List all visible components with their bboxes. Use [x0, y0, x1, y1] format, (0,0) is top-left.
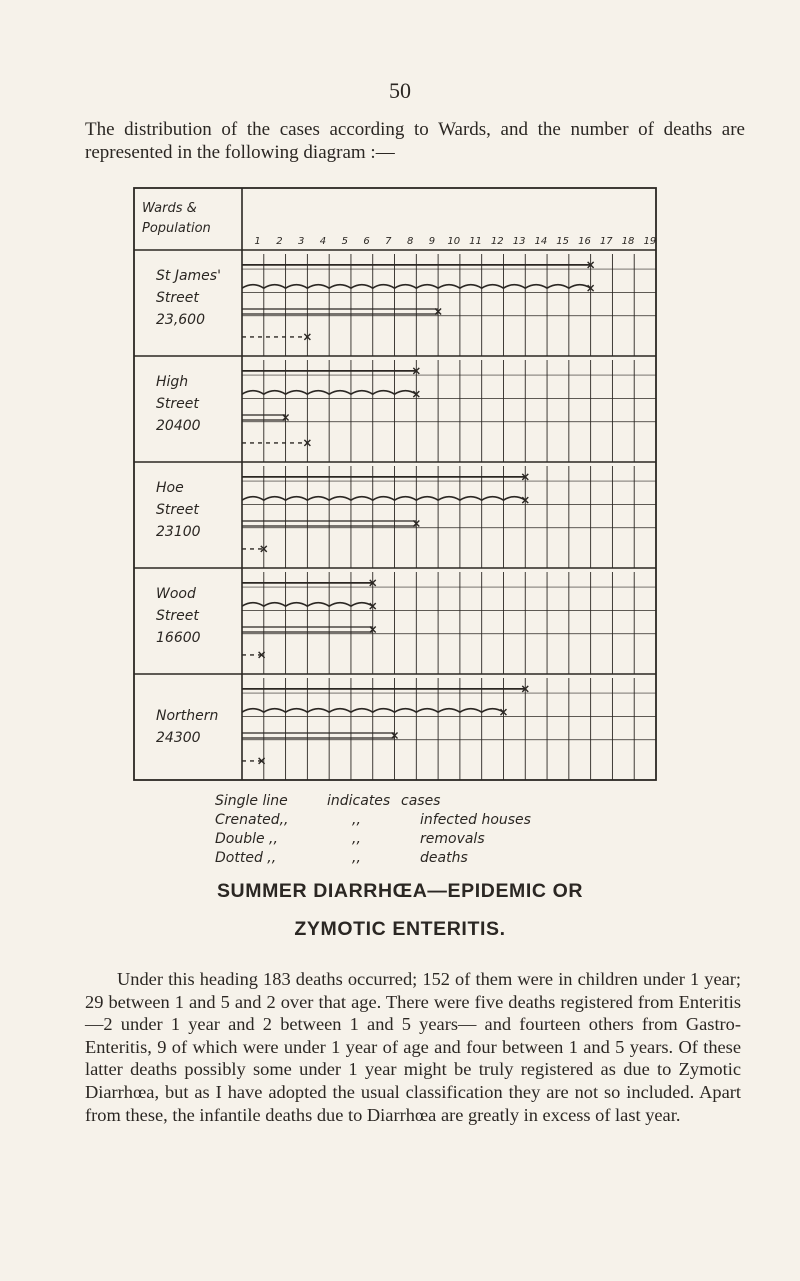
ward-population: 23,600: [156, 312, 205, 328]
x-tick-label: 8: [406, 236, 414, 247]
ward-name: Hoe: [156, 480, 184, 496]
x-tick-label: 3: [298, 236, 305, 247]
x-tick-label: 11: [469, 236, 482, 247]
intro-paragraph: The distribution of the cases according to Wards, and the number of deaths are represented in the following diagram :—: [85, 119, 745, 163]
ward-name: Northern: [156, 708, 219, 724]
ward-population: 24300: [156, 730, 201, 746]
x-tick-label: 13: [512, 236, 526, 247]
legend-word: indicates: [327, 793, 391, 809]
legend-row-infected-houses: [215, 811, 635, 830]
x-tick-label: 12: [490, 236, 504, 247]
legend-meaning: infected houses: [420, 812, 531, 828]
section-body: Under this heading 183 deaths occurred; 152 of them were in children under 1 year; 29 between 1 and 5 and 2 over that age. There were five deaths registered from Enteritis—2 under 1 year and 2 between 1 and 5 years— and fourteen others from Gastro-Enteritis, 9 of which were under 1 year of age and four between 1 and 5 years. Of these latter deaths possibly some under 1 year might be truly registered as due to Zymotic Diarrhœa, but as I have adopted the usual classification they are not so included. Apart from these, the infantile deaths due to Diarrhœa are greatly in excess of last year.: [85, 969, 741, 1125]
x-tick-label: 19: [643, 236, 657, 247]
legend-meaning: cases: [401, 793, 441, 809]
ward-population: 16600: [156, 630, 201, 646]
ward-population: 23100: [156, 524, 201, 540]
ward-name: Street: [156, 396, 199, 412]
legend-style: Single line: [215, 793, 288, 809]
legend-style: Dotted ,,: [215, 850, 277, 866]
chart-legend: [215, 792, 635, 868]
x-tick-label: 18: [621, 236, 635, 247]
x-tick-label: 10: [447, 236, 461, 247]
ward-diagram: [120, 180, 680, 790]
ward-name: St James': [156, 268, 221, 284]
x-tick-label: 6: [363, 236, 370, 247]
legend-word: ,,: [352, 831, 361, 847]
x-tick-label: 14: [534, 236, 548, 247]
legend-style: Double ,,: [215, 831, 278, 847]
ward-name: Wood: [156, 586, 196, 602]
section-heading-line1: SUMMER DIARRHŒA—EPIDEMIC OR: [216, 880, 584, 902]
x-tick-label: 15: [556, 236, 570, 247]
header-label-wards: Wards &: [142, 201, 197, 216]
legend-row-deaths: [215, 849, 635, 868]
ward-population: 20400: [156, 418, 201, 434]
ward-name: High: [156, 374, 189, 390]
ward-name: Street: [156, 608, 199, 624]
legend-style: Crenated,,: [215, 812, 289, 828]
legend-meaning: deaths: [420, 850, 468, 866]
x-tick-label: 4: [319, 236, 327, 247]
ward-name: Street: [156, 290, 199, 306]
legend-row-removals: [215, 830, 635, 849]
section-heading-line2: ZYMOTIC ENTERITIS.: [294, 918, 506, 940]
x-tick-label: 7: [385, 236, 392, 247]
x-tick-label: 16: [578, 236, 591, 247]
x-tick-label: 2: [276, 236, 283, 247]
page-number: 50: [389, 78, 411, 103]
ward-name: Street: [156, 502, 199, 518]
header-label-population: Population: [142, 221, 211, 236]
x-tick-label: 1: [254, 236, 261, 247]
x-tick-label: 9: [428, 236, 436, 247]
legend-row-cases: [215, 792, 635, 811]
x-tick-label: 5: [341, 236, 348, 247]
x-tick-label: 17: [599, 236, 613, 247]
bar-infected-houses-2: [242, 497, 525, 501]
legend-meaning: removals: [420, 831, 485, 847]
legend-word: ,,: [352, 850, 361, 866]
section-heading: [0, 872, 800, 948]
legend-word: ,,: [352, 812, 361, 828]
